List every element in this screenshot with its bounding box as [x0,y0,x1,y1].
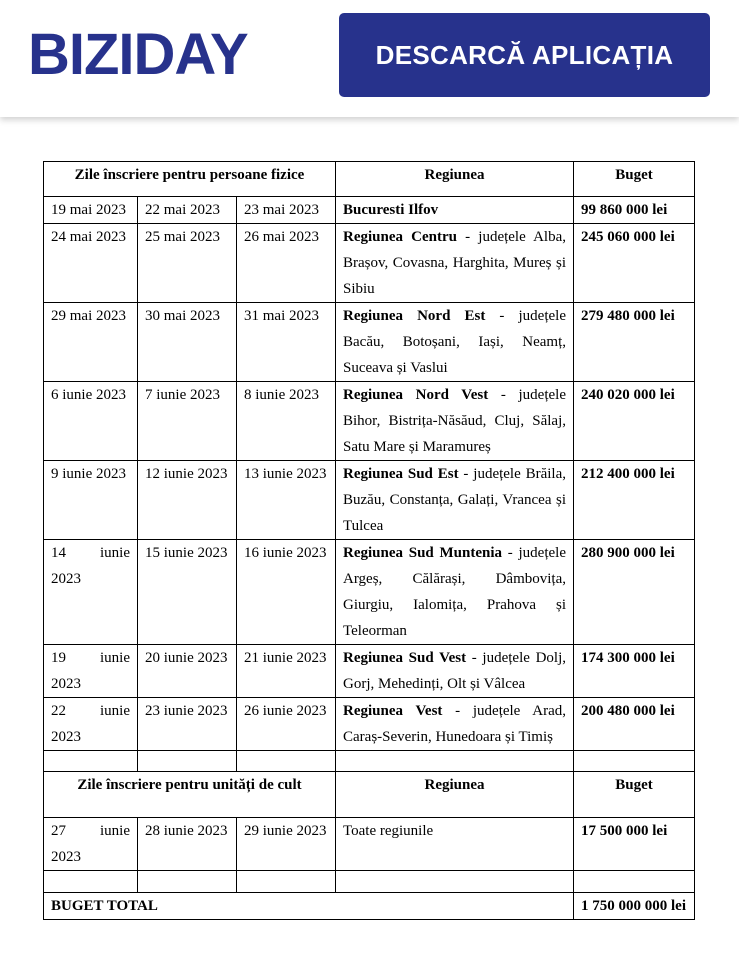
day-1: 6 iunie 2023 [44,382,138,461]
region-counties: - județele Bacău, Botoșani, Iași, Neamț, Suceava și Vaslui [343,308,566,376]
budget-cell: 240 020 000 lei [574,382,695,461]
header-days-cult: Zile înscriere pentru unități de cult [44,772,336,818]
document-image [43,161,695,920]
day-3: 26 mai 2023 [237,224,336,303]
day-2: 22 mai 2023 [138,197,237,224]
day-1-number: 27 [51,823,66,839]
header-budget: Buget [574,162,695,197]
day-1-year: 2023 [51,729,81,745]
day-1-month: iunie [100,545,130,561]
region-cell [336,382,574,461]
region-name: Regiunea Nord Est [343,308,486,324]
region-cell [336,461,574,540]
day-1-month: iunie [100,703,130,719]
day-2: 7 iunie 2023 [138,382,237,461]
day-2: 15 iunie 2023 [138,540,237,645]
region-cell: Toate regiunile [336,818,574,871]
region-name: Regiunea Sud Vest [343,650,467,666]
empty-row [44,871,695,893]
budget-cell: 99 860 000 lei [574,197,695,224]
top-bar [0,0,739,117]
day-1-month: iunie [100,650,130,666]
day-1 [44,698,138,751]
budget-cell: 212 400 000 lei [574,461,695,540]
budget-cell: 200 480 000 lei [574,698,695,751]
table-header-row [44,772,695,818]
day-1 [44,645,138,698]
biziday-logo[interactable]: BIZIDAY [28,22,248,87]
table-row [44,382,695,461]
table-row [44,540,695,645]
total-row [44,893,695,920]
day-1-number: 14 [51,545,66,561]
table-row [44,224,695,303]
day-2: 23 iunie 2023 [138,698,237,751]
region-counties: - județele Alba, Brașov, Covasna, Harghita, Mureș și Sibiu [343,229,566,297]
day-3: 29 iunie 2023 [237,818,336,871]
table-row [44,645,695,698]
region-cell [336,224,574,303]
day-3: 16 iunie 2023 [237,540,336,645]
header-days: Zile înscriere pentru persoane fizice [44,162,336,197]
day-3: 23 mai 2023 [237,197,336,224]
header-budget: Buget [574,772,695,818]
region-counties: - județele Argeș, Călărași, Dâmbovița, Giurgiu, Ialomița, Prahova și Teleorman [343,545,566,639]
region-counties: - județele Arad, Caraș-Severin, Hunedoara și Timiș [343,703,566,745]
day-1 [44,818,138,871]
day-2: 28 iunie 2023 [138,818,237,871]
header-region: Regiunea [336,772,574,818]
table-row [44,461,695,540]
region-name: Regiunea Vest [343,703,443,719]
table-row [44,197,695,224]
day-3: 13 iunie 2023 [237,461,336,540]
region-name: Regiunea Sud Muntenia [343,545,503,561]
total-label: BUGET TOTAL [44,893,574,920]
budget-cell: 17 500 000 lei [574,818,695,871]
day-3: 31 mai 2023 [237,303,336,382]
day-3: 8 iunie 2023 [237,382,336,461]
region-cell [336,540,574,645]
table-row [44,818,695,871]
region-counties: - județele Dolj, Gorj, Mehedinți, Olt și Vâlcea [343,650,567,692]
header-region: Regiunea [336,162,574,197]
download-app-button[interactable]: DESCARCĂ APLICAȚIA [339,13,710,97]
day-1-month: iunie [100,823,130,839]
total-value: 1 750 000 000 lei [574,893,695,920]
day-2: 30 mai 2023 [138,303,237,382]
region-counties: - județele Brăila, Buzău, Constanța, Galați, Vrancea și Tulcea [343,466,566,534]
day-2: 25 mai 2023 [138,224,237,303]
day-1-number: 19 [51,650,66,666]
region-cell [336,197,574,224]
budget-cell: 280 900 000 lei [574,540,695,645]
day-1: 19 mai 2023 [44,197,138,224]
table-row [44,303,695,382]
day-1: 9 iunie 2023 [44,461,138,540]
day-1-year: 2023 [51,571,81,587]
region-cell [336,698,574,751]
day-3: 26 iunie 2023 [237,698,336,751]
budget-cell: 245 060 000 lei [574,224,695,303]
day-3: 21 iunie 2023 [237,645,336,698]
day-1 [44,540,138,645]
table-row [44,698,695,751]
day-2: 12 iunie 2023 [138,461,237,540]
region-cell [336,303,574,382]
day-1-number: 22 [51,703,66,719]
budget-cell: 174 300 000 lei [574,645,695,698]
day-1-year: 2023 [51,676,81,692]
day-2: 20 iunie 2023 [138,645,237,698]
region-cell [336,645,574,698]
region-counties: - județele Bihor, Bistrița-Năsăud, Cluj, Sălaj, Satu Mare și Maramureș [343,387,566,455]
day-1: 24 mai 2023 [44,224,138,303]
region-name: Bucuresti Ilfov [343,202,439,218]
table-header-row [44,162,695,197]
day-1: 29 mai 2023 [44,303,138,382]
region-name: Regiunea Nord Vest [343,387,489,403]
empty-row [44,751,695,772]
region-name: Regiunea Sud Est [343,466,459,482]
budget-cell: 279 480 000 lei [574,303,695,382]
day-1-year: 2023 [51,849,81,865]
registration-schedule-table [43,161,695,920]
region-name: Regiunea Centru [343,229,457,245]
